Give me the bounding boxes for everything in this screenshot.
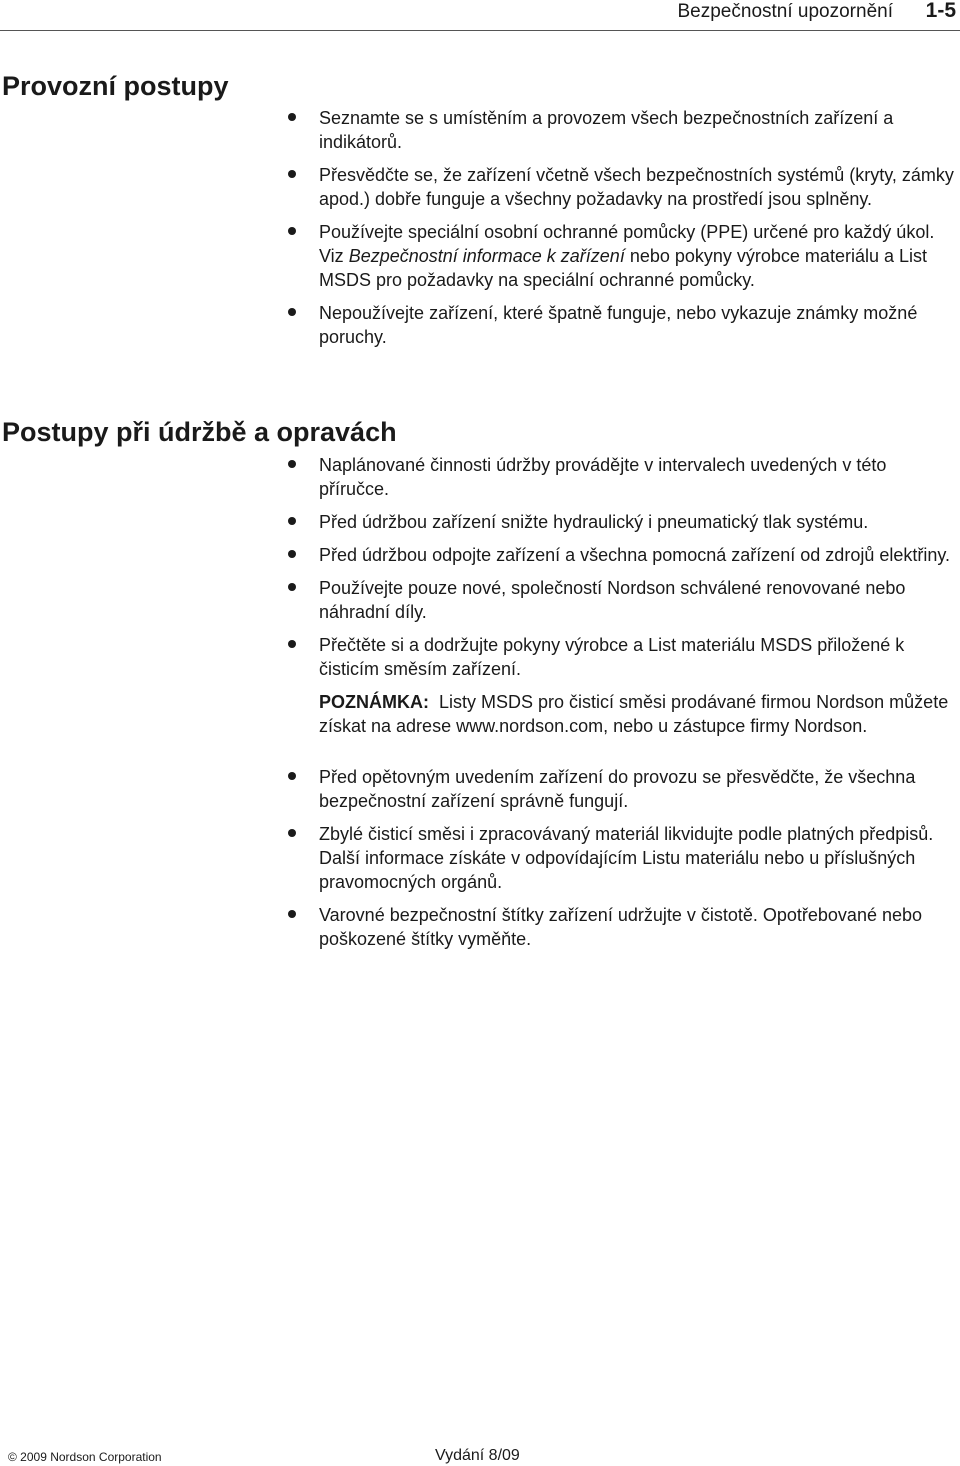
list-item: Před údržbou zařízení snižte hydraulický i pneumatický tlak systému. [319,510,959,534]
list-item: Seznamte se s umístěním a provozem všech bezpečnostních zařízení a indikátorů. [319,106,959,154]
maintenance-procedures-list [319,453,959,960]
list-item-text: nebo pokyny výrobce materiálu a List MSDS pro požadavky na speciální ochranné pomůcky. [319,246,927,290]
list-item: Zbylé čisticí směsi i zpracovávaný materiál likvidujte podle platných předpisů. Další informace získáte v odpovídajícím Listu materiálu nebo u příslušných pravomocných orgánů. [319,822,959,894]
note-label: POZNÁMKA: [319,692,429,712]
operating-procedures-list [319,106,959,358]
note-block [319,690,959,738]
page-number: 1-5 [925,0,956,22]
list-item: Používejte pouze nové, společností Nordson schválené renovované nebo náhradní díly. [319,576,959,624]
note-text: Listy MSDS pro čisticí směsi prodávané firmou Nordson můžete získat na adrese www.nordson.com, nebo u zástupce firmy Nordson. [319,692,949,736]
list-item: Před údržbou odpojte zařízení a všechna pomocná zařízení od zdrojů elektřiny. [319,543,959,567]
page-header [0,0,960,31]
list-item: Přečtěte si a dodržujte pokyny výrobce a List materiálu MSDS přiložené k čisticím směsím zařízení. [319,633,959,681]
header-title: Bezpečnostní upozornění [677,1,893,22]
footer-copyright: © 2009 Nordson Corporation [8,1450,162,1464]
document-reference: Bezpečnostní informace k zařízení [348,246,625,266]
list-item: Naplánované činnosti údržby provádějte v intervalech uvedených v této příručce. [319,453,959,501]
list-item-text: Používejte speciální osobní ochranné pomůcky (PPE) určené pro každý úkol. Viz [319,222,935,266]
list-item: Varovné bezpečnostní štítky zařízení udržujte v čistotě. Opotřebované nebo poškozené štítky vyměňte. [319,903,959,951]
list-item: Nepoužívejte zařízení, které špatně funguje, nebo vykazuje známky možné poruchy. [319,301,959,349]
list-item: Před opětovným uvedením zařízení do provozu se přesvědčte, že všechna bezpečnostní zařízení správně fungují. [319,765,959,813]
list-item: Přesvědčte se, že zařízení včetně všech bezpečnostních systémů (kryty, zámky apod.) dobře funguje a všechny požadavky na prostředí jsou splněny. [319,163,959,211]
section-heading-operating: Provozní postupy [2,71,229,101]
list-item [319,220,959,292]
footer-issue: Vydání 8/09 [435,1447,520,1464]
section-heading-maintenance: Postupy při údržbě a opravách [2,417,397,447]
